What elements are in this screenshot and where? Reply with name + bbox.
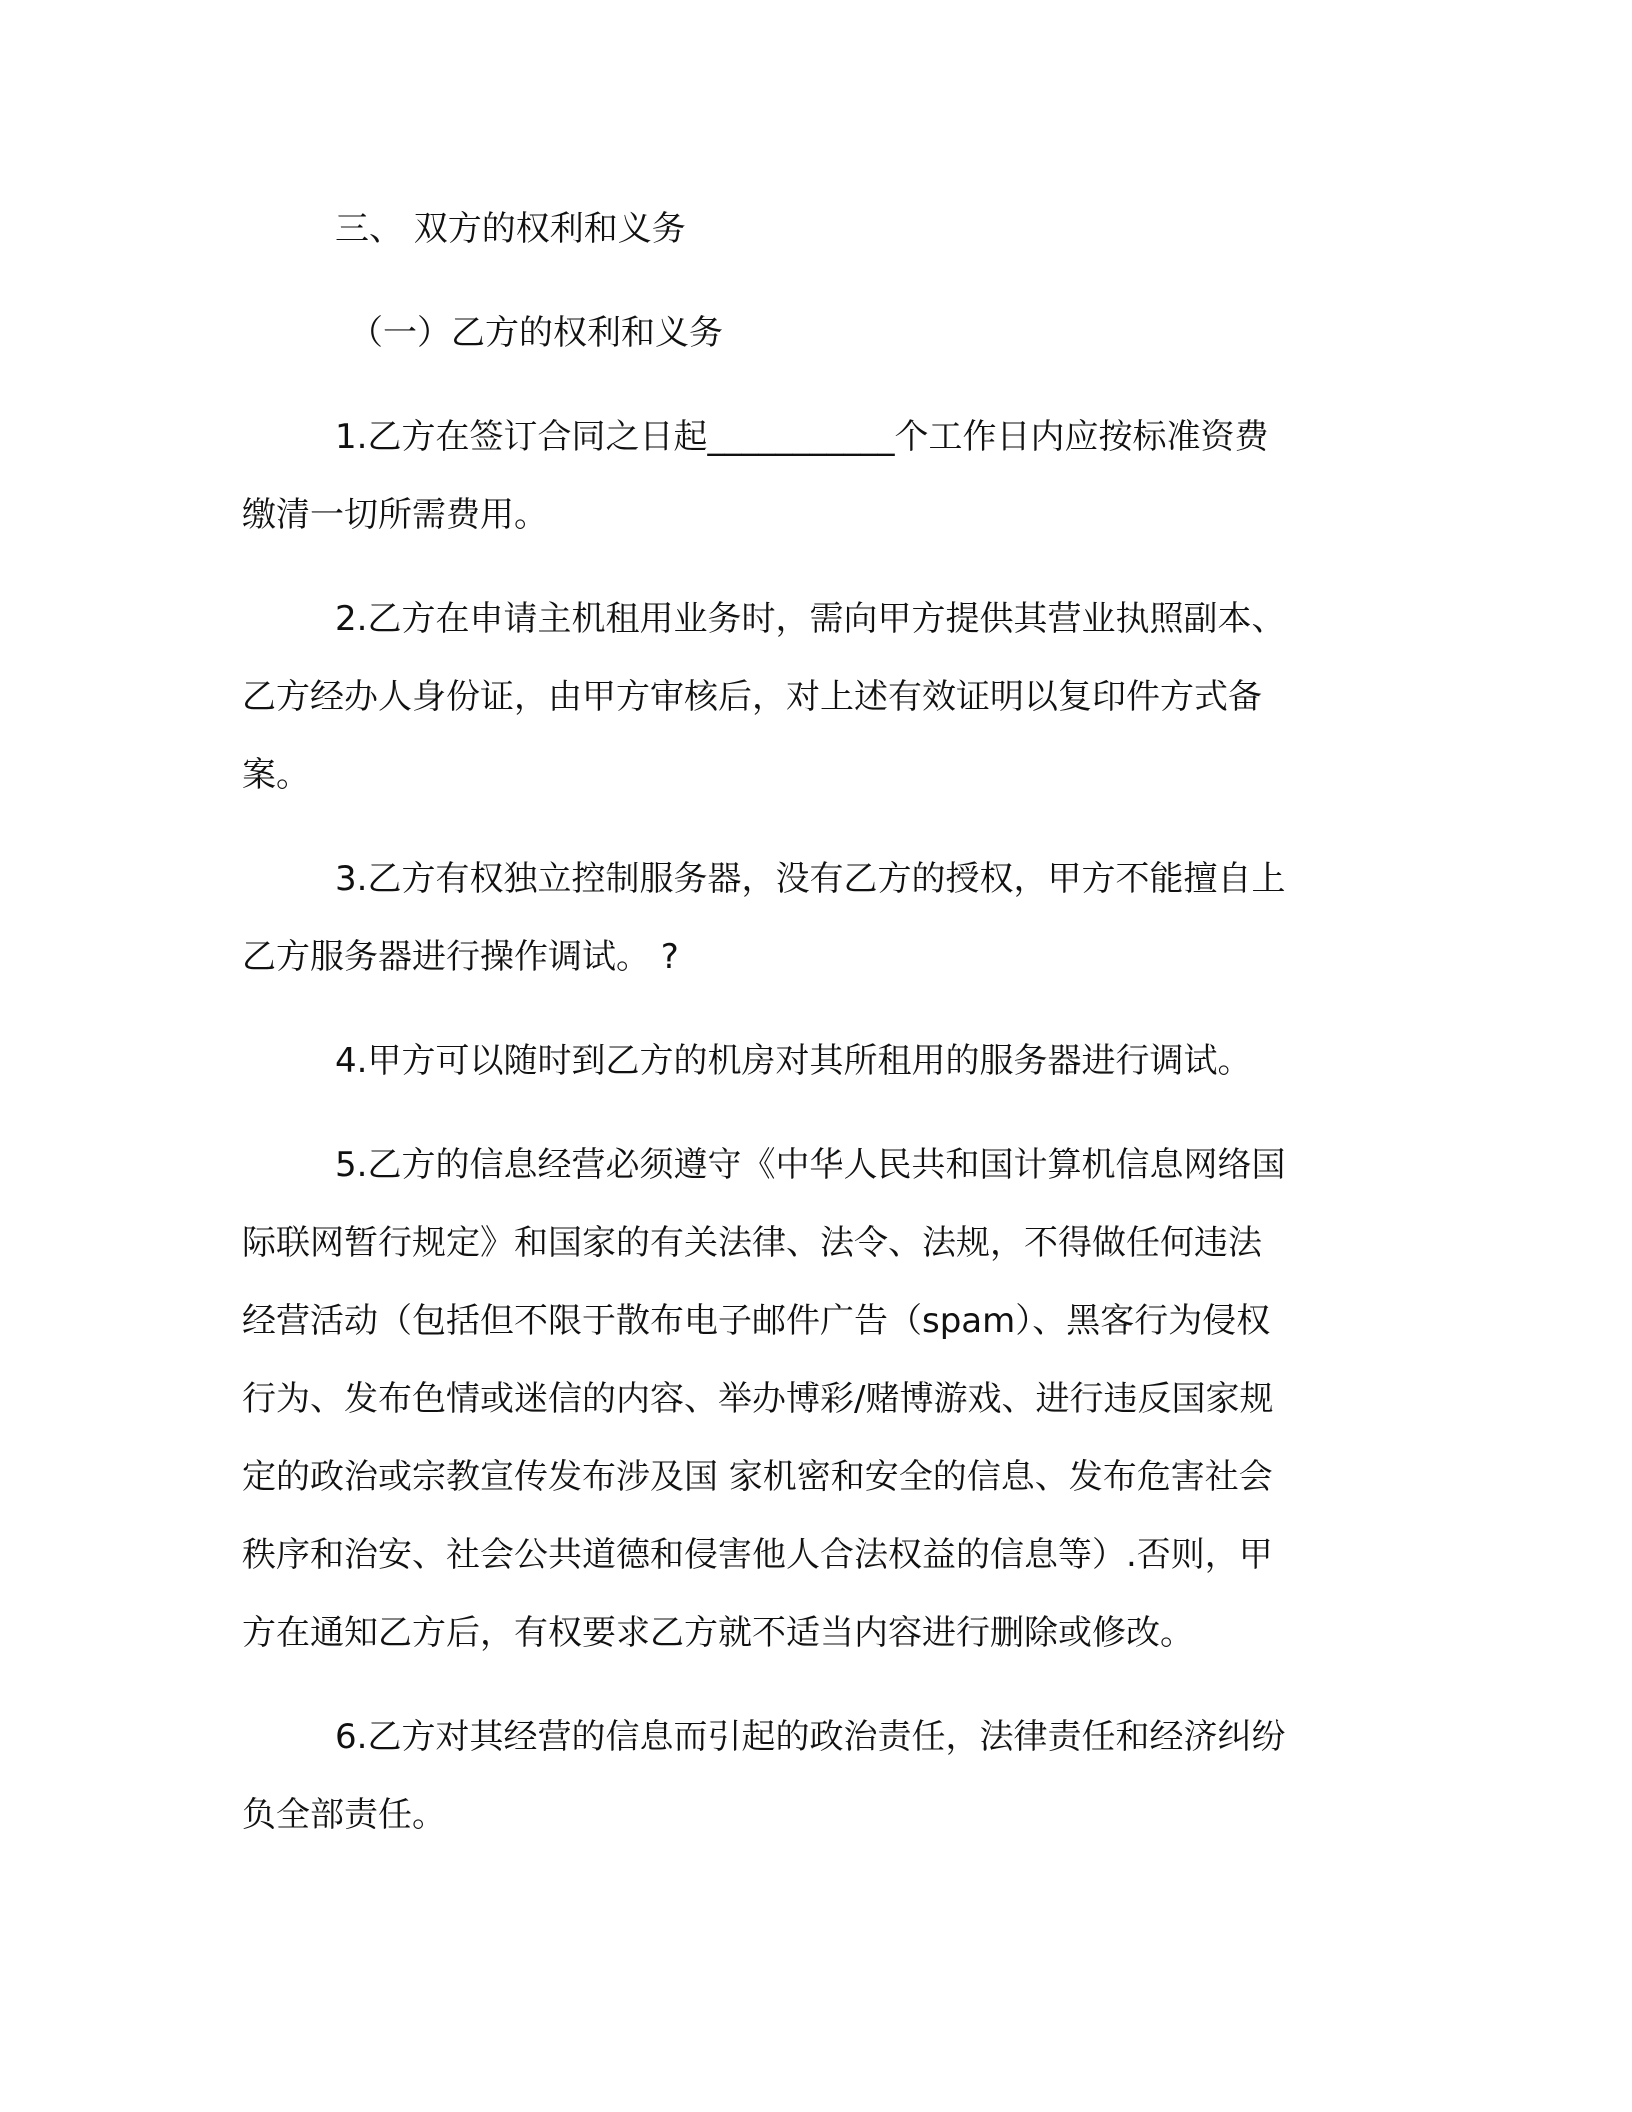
clause-1-line-2: 缴清一切所需费用。 — [242, 495, 548, 535]
clause-5-line-7: 方在通知乙方后，有权要求乙方就不适当内容进行删除或修改。 — [242, 1613, 1194, 1653]
clause-2-line-2: 乙方经办人身份证，由甲方审核后，对上述有效证明以复印件方式备 — [242, 677, 1262, 717]
clause-3-line-1: 3.乙方有权独立控制服务器，没有乙方的授权，甲方不能擅自上 — [335, 859, 1286, 899]
clause-5-line-3: 经营活动（包括但不限于散布电子邮件广告（spam）、黑客行为侵权 — [242, 1301, 1271, 1341]
clause-5-line-2: 际联网暂行规定》和国家的有关法律、法令、法规，不得做任何违法 — [242, 1223, 1262, 1263]
clause-6-line-2: 负全部责任。 — [242, 1795, 446, 1835]
clause-5-line-6: 秩序和治安、社会公共道德和侵害他人合法权益的信息等）.否则，甲 — [242, 1535, 1273, 1575]
clause-4-line-1: 4.甲方可以随时到乙方的机房对其所租用的服务器进行调试。 — [335, 1041, 1252, 1081]
clause-6-line-1: 6.乙方对其经营的信息而引起的政治责任，法律责任和经济纠纷 — [335, 1717, 1286, 1757]
clause-5-line-4: 行为、发布色情或迷信的内容、举办博彩/赌博游戏、进行违反国家规 — [242, 1379, 1274, 1419]
clause-2-line-1: 2.乙方在申请主机租用业务时，需向甲方提供其营业执照副本、 — [335, 599, 1286, 639]
subsection-title: （一）乙方的权利和义务 — [349, 313, 723, 353]
clause-3-line-2: 乙方服务器进行操作调试。 ? — [242, 937, 679, 977]
clause-5-line-5: 定的政治或宗教宣传发布涉及国 家机密和安全的信息、发布危害社会 — [242, 1457, 1273, 1497]
clause-5-line-1: 5.乙方的信息经营必须遵守《中华人民共和国计算机信息网络国 — [335, 1145, 1286, 1185]
document-content — [242, 190, 1382, 1854]
clause-1-line-1: 1.乙方在签订合同之日起___________个工作日内应按标准资费 — [335, 417, 1269, 457]
section-title: 三、 双方的权利和义务 — [335, 209, 686, 249]
clause-2-line-3: 案。 — [242, 755, 310, 795]
